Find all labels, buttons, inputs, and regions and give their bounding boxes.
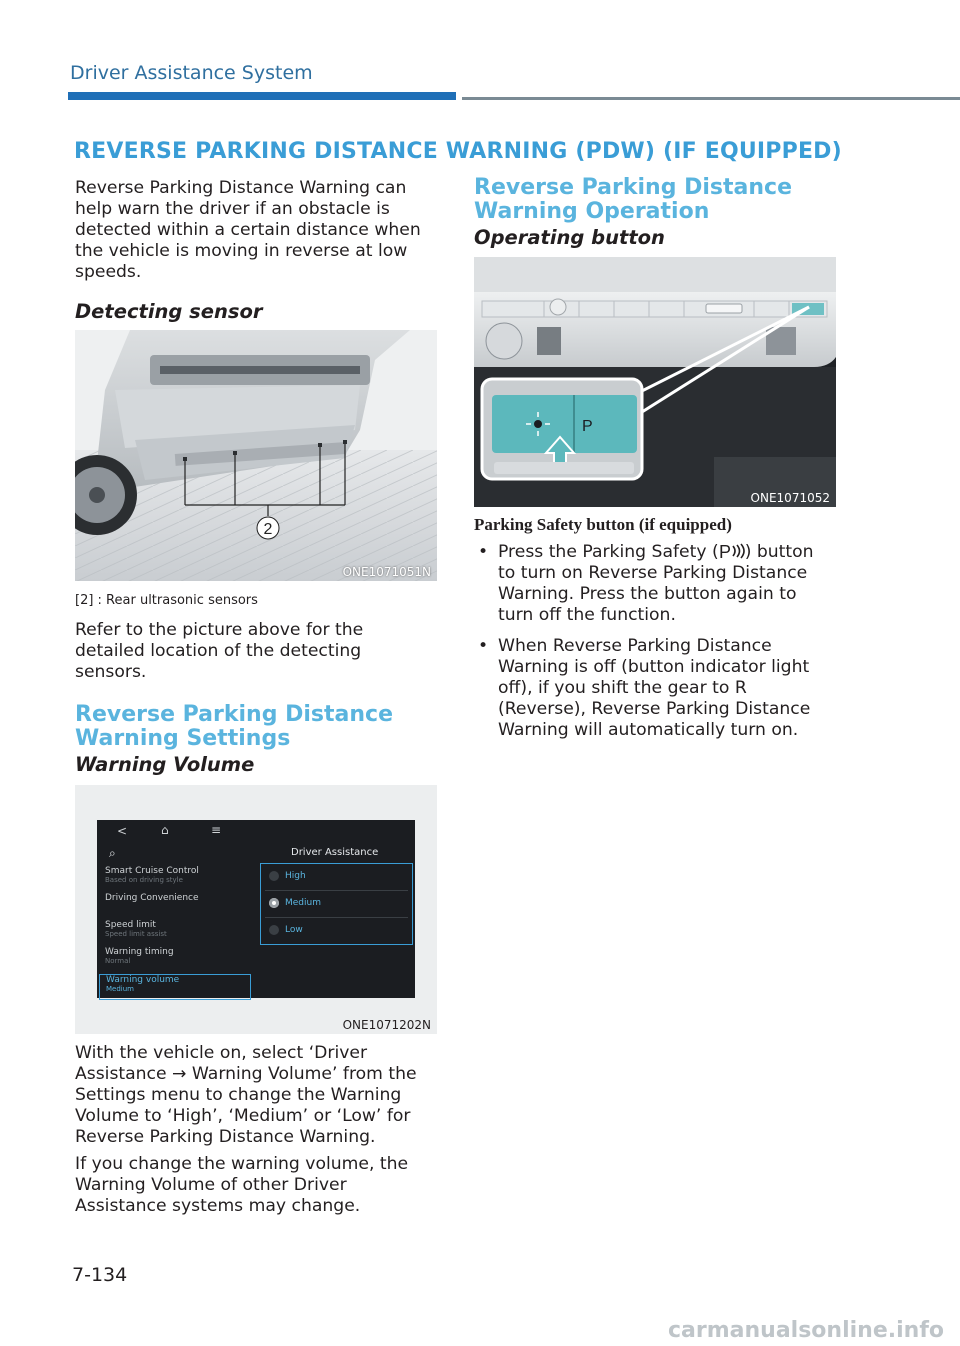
option-low: Low — [285, 925, 303, 935]
menu-item-selected: Warning volume Medium — [99, 974, 251, 1000]
option-medium: Medium — [285, 898, 321, 908]
operation-title-line1: Reverse Parking Distance — [474, 175, 793, 200]
figure-code: ONE1071051N — [342, 565, 431, 579]
operating-button-title: Operating button — [474, 226, 665, 249]
bullet-item: • Press the Parking Safety ( P ) button to turn on Reverse Parking Distance Warning. Press the button again to turn off the function. — [474, 542, 836, 626]
watermark: carmanualsonline.info — [668, 1318, 944, 1343]
settings-title-line1: Reverse Parking Distance — [75, 702, 394, 727]
settings-screen-figure — [75, 785, 437, 1034]
figure-code: ONE1071052 — [750, 491, 830, 505]
rear-sensor-figure — [75, 330, 437, 581]
volume-options — [260, 863, 413, 945]
menu-icon: ≡ — [211, 823, 222, 837]
menu-item: Smart Cruise Control Based on driving style — [105, 866, 199, 884]
header-bar — [68, 92, 456, 100]
warning-volume-title: Warning Volume — [75, 753, 255, 776]
menu-item: Speed limit Speed limit assist — [105, 920, 167, 938]
search-icon: ⌕ — [109, 846, 116, 860]
button-heading: Parking Safety button (if equipped) — [474, 515, 732, 534]
sensor-paragraph: Refer to the picture above for the detailed location of the detecting sensors. — [75, 620, 364, 682]
sensor-caption: [2] : Rear ultrasonic sensors — [75, 593, 258, 608]
parking-safety-icon — [719, 542, 745, 560]
callout-2: 2 — [263, 521, 273, 538]
home-icon: ⌂ — [161, 823, 169, 837]
detecting-sensor-title: Detecting sensor — [75, 300, 263, 323]
operating-button-figure — [474, 257, 836, 507]
figure-code: ONE1071202N — [342, 1018, 431, 1032]
settings-title-line2: Warning Settings — [75, 726, 291, 751]
settings-paragraph-1: With the vehicle on, select ‘Driver Assistance → Warning Volume’ from the Settings menu to change the Warning Volume to ‘High’, ‘Medium’ or ‘Low’ for Reverse Parking Distance Warning. — [75, 1043, 417, 1147]
page-number: 7-134 — [72, 1264, 128, 1286]
radio-medium — [269, 898, 279, 908]
header-rule — [462, 97, 960, 100]
settings-title — [75, 703, 393, 751]
back-icon: < — [117, 824, 128, 838]
operation-title-line2: Warning Operation — [474, 199, 710, 224]
operation-bullets — [474, 542, 836, 751]
menu-item: Driving Convenience — [105, 893, 199, 903]
screen-menu — [105, 866, 245, 1000]
bullet-item: • When Reverse Parking Distance Warning is off (button indicator light off), if you shift the gear to R (Reverse), Reverse Parking Distance Warning will automatically turn on. — [474, 636, 836, 741]
menu-item: Warning timing Normal — [105, 947, 174, 965]
svg-text:P: P — [582, 418, 593, 435]
screen-header: Driver Assistance — [291, 847, 379, 858]
operation-title — [474, 176, 792, 224]
intro-paragraph: Reverse Parking Distance Warning can help warn the driver if an obstacle is detected within a certain distance when the vehicle is moving in reverse at low speeds. — [75, 178, 421, 282]
svg-text:P: P — [718, 542, 731, 560]
section-heading: REVERSE PARKING DISTANCE WARNING (PDW) (IF EQUIPPED) — [74, 139, 842, 164]
option-high: High — [285, 871, 306, 881]
radio-high — [269, 871, 279, 881]
settings-screen — [97, 820, 415, 998]
radio-low — [269, 925, 279, 935]
settings-paragraph-2: If you change the warning volume, the Warning Volume of other Driver Assistance systems may change. — [75, 1154, 409, 1216]
header-title: Driver Assistance System — [70, 62, 313, 84]
